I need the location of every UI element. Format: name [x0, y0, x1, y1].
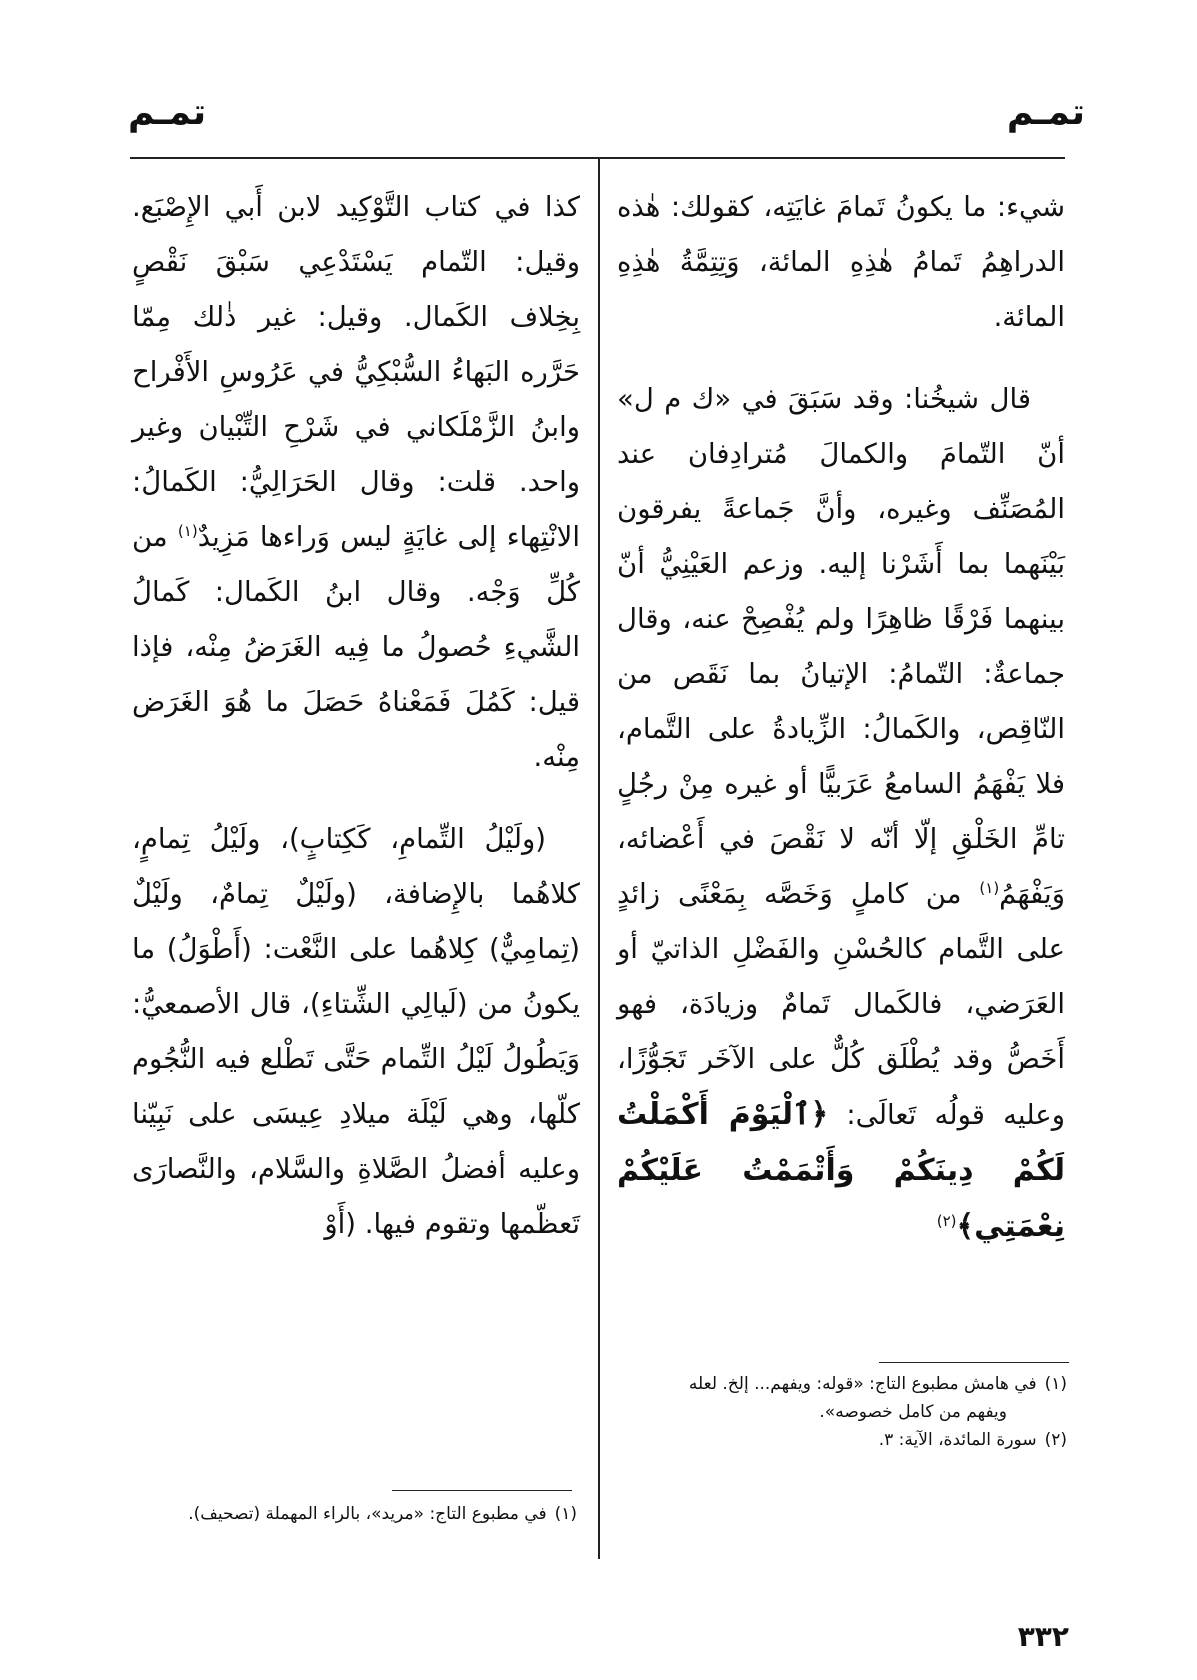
- footnote-text: في مطبوع التاج: «مريد»، بالراء المهملة (تصحيف).: [188, 1504, 547, 1524]
- footnote-text: في هامش مطبوع التاج: «قوله: ويفهم... إلخ. لعله: [688, 1374, 1037, 1394]
- footnote-number: (١): [554, 1504, 577, 1524]
- footnote-right-1: [619, 1370, 1067, 1398]
- footnote-separator-left: [392, 1490, 572, 1491]
- column-divider: [598, 159, 600, 1559]
- footnote-ref-2: (٢): [936, 1211, 957, 1230]
- footnote-ref-left-1: (١): [177, 521, 198, 540]
- footnote-right-1-continued: ويفهم من كامل خصوصه».: [819, 1402, 1007, 1422]
- right-paragraph-1: شيء: ما يكونُ تَمامَ غايَتِه، كقولك: هٰذه الدراهِمُ تَمامُ هٰذِهِ المائة، وَتِتِمَّةُ هٰذِهِ المائة.: [617, 191, 1065, 333]
- footnote-left-1: [129, 1500, 577, 1528]
- footnotes-right: [619, 1370, 1067, 1454]
- left-paragraph-1-text-b: من كُلِّ وَجْه. وقال ابنُ الكَمال: كَمالُ الشَّيءِ حُصولُ ما فِيه الغَرَضُ مِنْه، فإذا قيل: كَمُلَ فَمَعْناهُ حَصَلَ ما هُوَ الغَرَض مِنْه.: [132, 521, 580, 773]
- right-paragraph-2: [617, 372, 1065, 1255]
- footnote-right-2: [619, 1426, 1067, 1454]
- running-header-left: تمـم: [128, 92, 207, 133]
- footnote-number: (٢): [1044, 1430, 1067, 1450]
- page-number: ٣٣٢: [1017, 1620, 1069, 1653]
- right-paragraph-2-text-b: من كاملٍ وَخَصَّه بِمَعْنًى زائدٍ على التَّمام كالحُسْنِ والفَضْلِ الذاتيّ أو العَرَضي، فالكَمال تَمامٌ وزيادَة، فهو أَخَصُّ وقد يُطْلَق كُلٌّ على الآخَر تَجَوُّزًا، وعليه قولُه تَعالَى:: [617, 878, 1065, 1131]
- footnote-text: سورة المائدة، الآية: ٣.: [878, 1430, 1037, 1450]
- footnote-separator-right: [879, 1362, 1069, 1363]
- right-paragraph-2-text-a: قال شيخُنا: وقد سَبَقَ في «ك م ل» أنّ التّمامَ والكمالَ مُترادِفان عند المُصَنِّف وغيره، وأنَّ جَماعةً يفرقون بَيْنَهما بما أَشَرْنا إليه. وزعم العَيْنِيُّ أنّ بينهما فَرْقًا ظاهِرًا ولم يُفْصِحْ عنه، وقال جماعةٌ: التّمامُ: الإتيانُ بما نَقَص من النّاقِص، والكَمالُ: الزِّيادةُ على التَّمام، فلا يَفْهَمُ السامعُ عَرَبيًّا أو غيره مِنْ رجُلٍ تامِّ الخَلْقِ إلّا أنّه لا نَقْصَ في أَعْضائه، وَيَفْهَمُ: [617, 383, 1065, 910]
- left-paragraph-2: (ولَيْلُ التِّمامِ، كَكِتابٍ)، ولَيْلُ تِمامٍ، كلاهُما بالإِضافة، (ولَيْلٌ تِمامٌ، ولَيْلٌ (تِمامِيٌّ) كِلاهُما على النَّعْت: (أَطْوَلُ) ما يكونُ من (لَيالِي الشِّتاءِ)، قال الأصمعيُّ: وَيَطُولُ لَيْلُ التِّمام حَتَّى تَطْلع فيه النُّجُوم كلّها، وهي لَيْلَة ميلادِ عِيسَى على نَبِيّنا وعليه أفضلُ الصَّلاةِ والسَّلام، والنَّصارَى تَعظّمها وتقوم فيها. (أَوْ: [132, 823, 580, 1240]
- right-column: [617, 180, 1065, 1255]
- left-paragraph-1: [132, 180, 580, 785]
- running-header-right: تمـم: [1006, 92, 1085, 133]
- left-column: [132, 180, 580, 1252]
- footnote-number: (١): [1044, 1374, 1067, 1394]
- left-paragraph-1-text-a: كذا في كتاب التَّوْكِيد لابن أَبي الإِصْبَع. وقيل: التّمام يَسْتَدْعِي سَبْقَ نَقْصٍ بِخِلاف الكَمال. وقيل: غير ذٰلك مِمّا حَرَّره البَهاءُ السُّبْكِيُّ في عَرُوسِ الأَفْراح وابنُ الزَّمْلَكاني في شَرْحِ التِّبْيان وغير واحد. قلت: وقال الحَرَالِيُّ: الكَمالُ: الانْتِهاء إلى غايَةٍ ليس وَراءها مَزِيدٌ: [132, 191, 580, 553]
- quran-verse: ﴿ٱلْيَوْمَ أَكْمَلْتُ لَكُمْ دِينَكُمْ وَأَتْمَمْتُ عَلَيْكُمْ نِعْمَتِي﴾: [617, 1097, 1065, 1244]
- footnotes-left: [129, 1500, 577, 1528]
- footnote-ref-1: (١): [979, 878, 1000, 897]
